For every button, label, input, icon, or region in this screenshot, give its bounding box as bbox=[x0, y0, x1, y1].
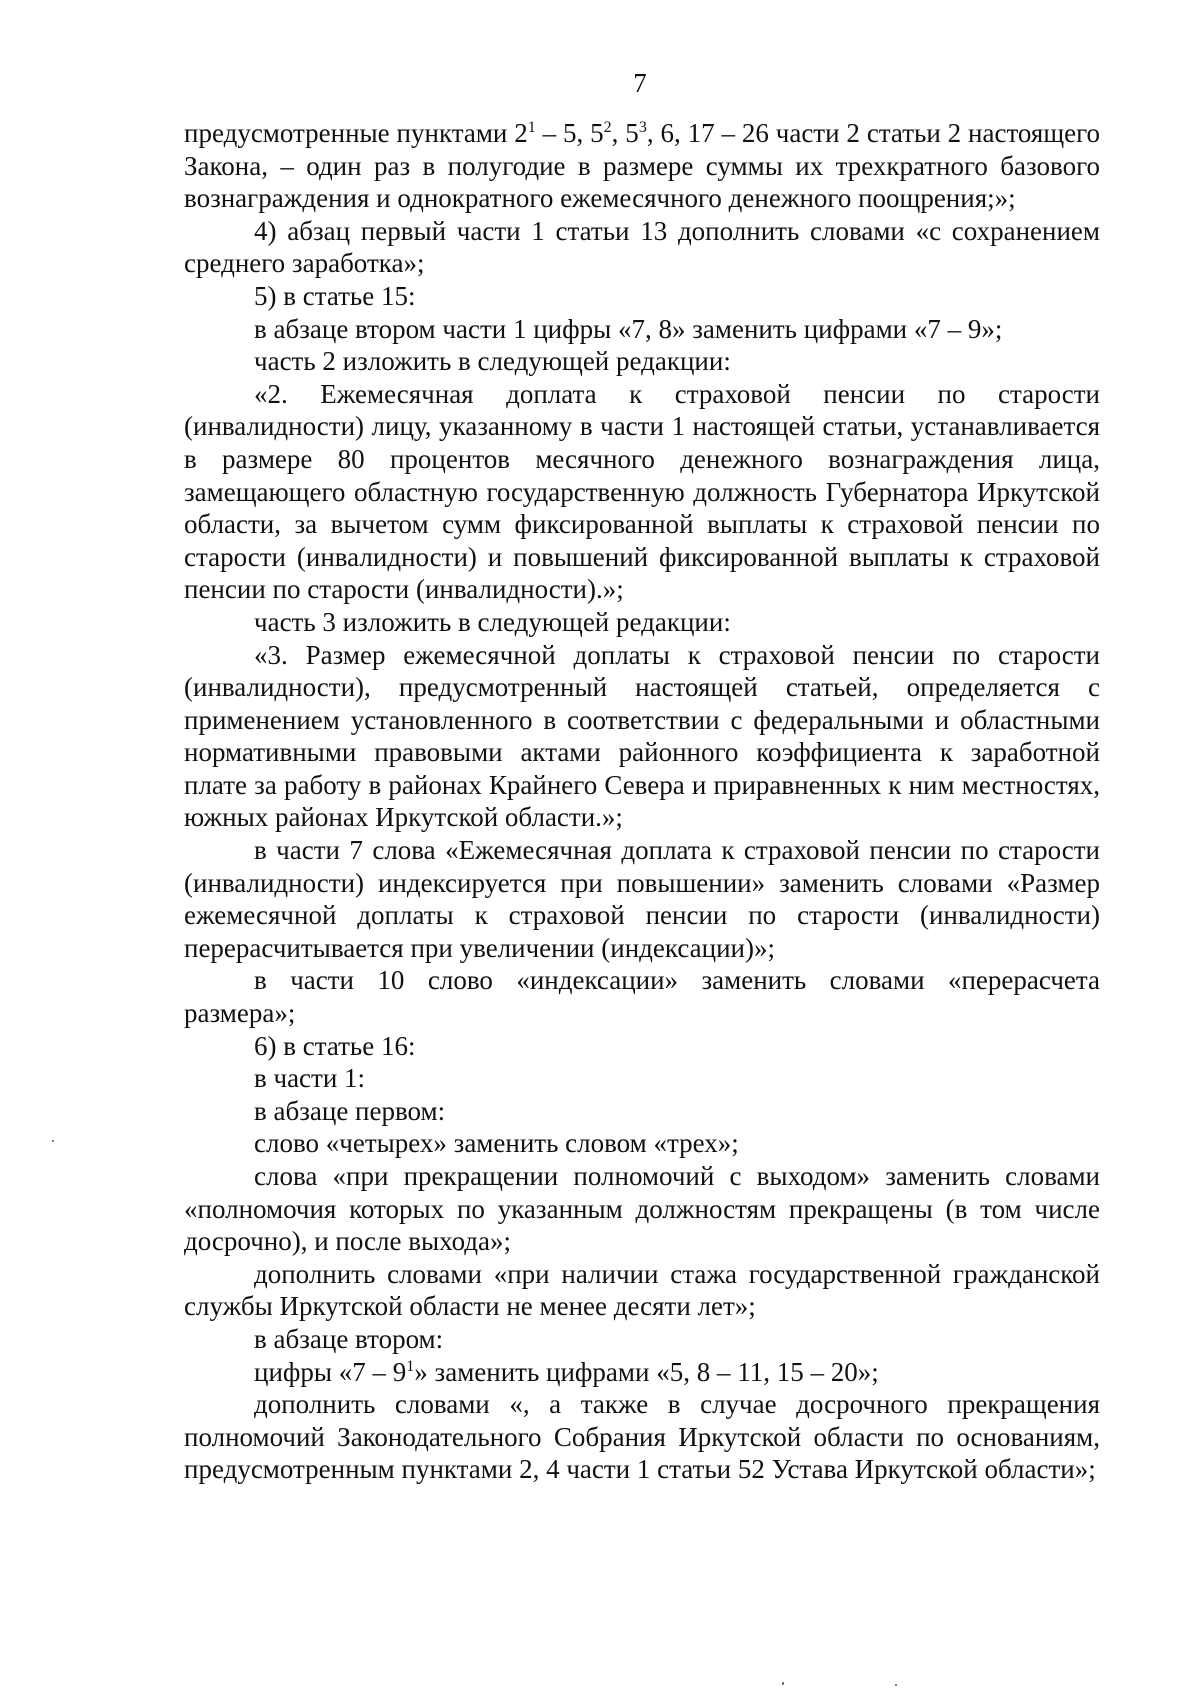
paragraph-item-6: 6) в статье 16: bbox=[254, 1030, 416, 1061]
text-run: , 6, 17 – 26 части 2 статьи 2 настоящего Закона, – один раз в полугодие в размере суммы их трехкратного базового вознаграждения и однократного ежемесячного денежного поощрения;»; bbox=[184, 118, 1100, 214]
superscript: 3 bbox=[638, 119, 647, 136]
paragraph: в части 1: bbox=[254, 1063, 366, 1094]
paragraph: в абзаце первом: bbox=[254, 1095, 446, 1126]
text-run: » заменить цифрами «5, 8 – 11, 15 – 20»; bbox=[414, 1356, 879, 1387]
paragraph: часть 3 изложить в следующей редакции: bbox=[254, 606, 731, 637]
text-run: цифры «7 – 9 bbox=[254, 1356, 407, 1387]
paragraph: слова «при прекращении полномочий с выходом» заменить словами «полномочия которых по указанным должностям прекращены (в том числе досрочно), и после выхода»; bbox=[184, 1161, 1100, 1257]
scan-speck bbox=[52, 1140, 54, 1142]
superscript: 1 bbox=[527, 119, 536, 136]
paragraph-quote-part-3: «3. Размер ежемесячной доплаты к страховой пенсии по старости (инвалидности), предусмотренный настоящей статьей, определяется с применением установленного в соответствии с федеральными и областными нормативными правовыми актами районного коэффициента к заработной плате за работу в районах Крайнего Севера и приравненных к ним местностях, южных районах Иркутской области.»; bbox=[184, 639, 1100, 833]
scan-speck bbox=[895, 1684, 897, 1686]
paragraph: дополнить словами «при наличии стажа государственной гражданской службы Иркутской области не менее десяти лет»; bbox=[184, 1258, 1100, 1322]
paragraph-quote-part-2: «2. Ежемесячная доплата к страховой пенсии по старости (инвалидности) лицу, указанному в части 1 настоящей статьи, устанавливается в размере 80 процентов месячного денежного вознаграждения лица, замещающего областную государственную должность Губернатора Иркутской области, за вычетом сумм фиксированной выплаты к страховой пенсии по старости (инвалидности) и повышений фиксированной выплаты к страховой пенсии по старости (инвалидности).»; bbox=[184, 378, 1100, 605]
document-body bbox=[184, 117, 1100, 1486]
paragraph-continuation bbox=[184, 117, 1100, 215]
paragraph: слово «четырех» заменить словом «трех»; bbox=[254, 1128, 739, 1159]
paragraph: в части 10 слово «индексации» заменить словами «перерасчета размера»; bbox=[184, 965, 1100, 1029]
paragraph: часть 2 изложить в следующей редакции: bbox=[254, 346, 731, 377]
superscript: 1 bbox=[406, 1357, 415, 1375]
page-number: 7 bbox=[633, 68, 647, 98]
paragraph-item-4: 4) абзац первый части 1 статьи 13 дополнить словами «с сохранением среднего заработка»; bbox=[184, 215, 1100, 279]
paragraph: в абзаце втором части 1 цифры «7, 8» заменить цифрами «7 – 9»; bbox=[254, 313, 1003, 344]
paragraph-item-5: 5) в статье 15: bbox=[254, 280, 416, 311]
text-run: , 5 bbox=[611, 118, 639, 148]
paragraph: дополнить словами «, а также в случае досрочного прекращения полномочий Законодательного Собрания Иркутской области по основаниям, предусмотренным пунктами 2, 4 части 1 статьи 52 Устава Иркутской области»; bbox=[184, 1389, 1100, 1485]
paragraph: в части 7 слова «Ежемесячная доплата к страховой пенсии по старости (инвалидности) индексируется при повышении» заменить словами «Размер ежемесячной доплаты к страховой пенсии по старости (инвалидности) перерасчитывается при увеличении (индексации)»; bbox=[184, 835, 1100, 963]
text-run: предусмотренные пунктами 2 bbox=[184, 118, 528, 148]
paragraph bbox=[184, 1356, 1100, 1389]
superscript: 2 bbox=[603, 119, 612, 136]
text-run: – 5, 5 bbox=[535, 118, 604, 148]
scan-speck bbox=[782, 1682, 784, 1685]
paragraph: в абзаце втором: bbox=[254, 1323, 444, 1354]
